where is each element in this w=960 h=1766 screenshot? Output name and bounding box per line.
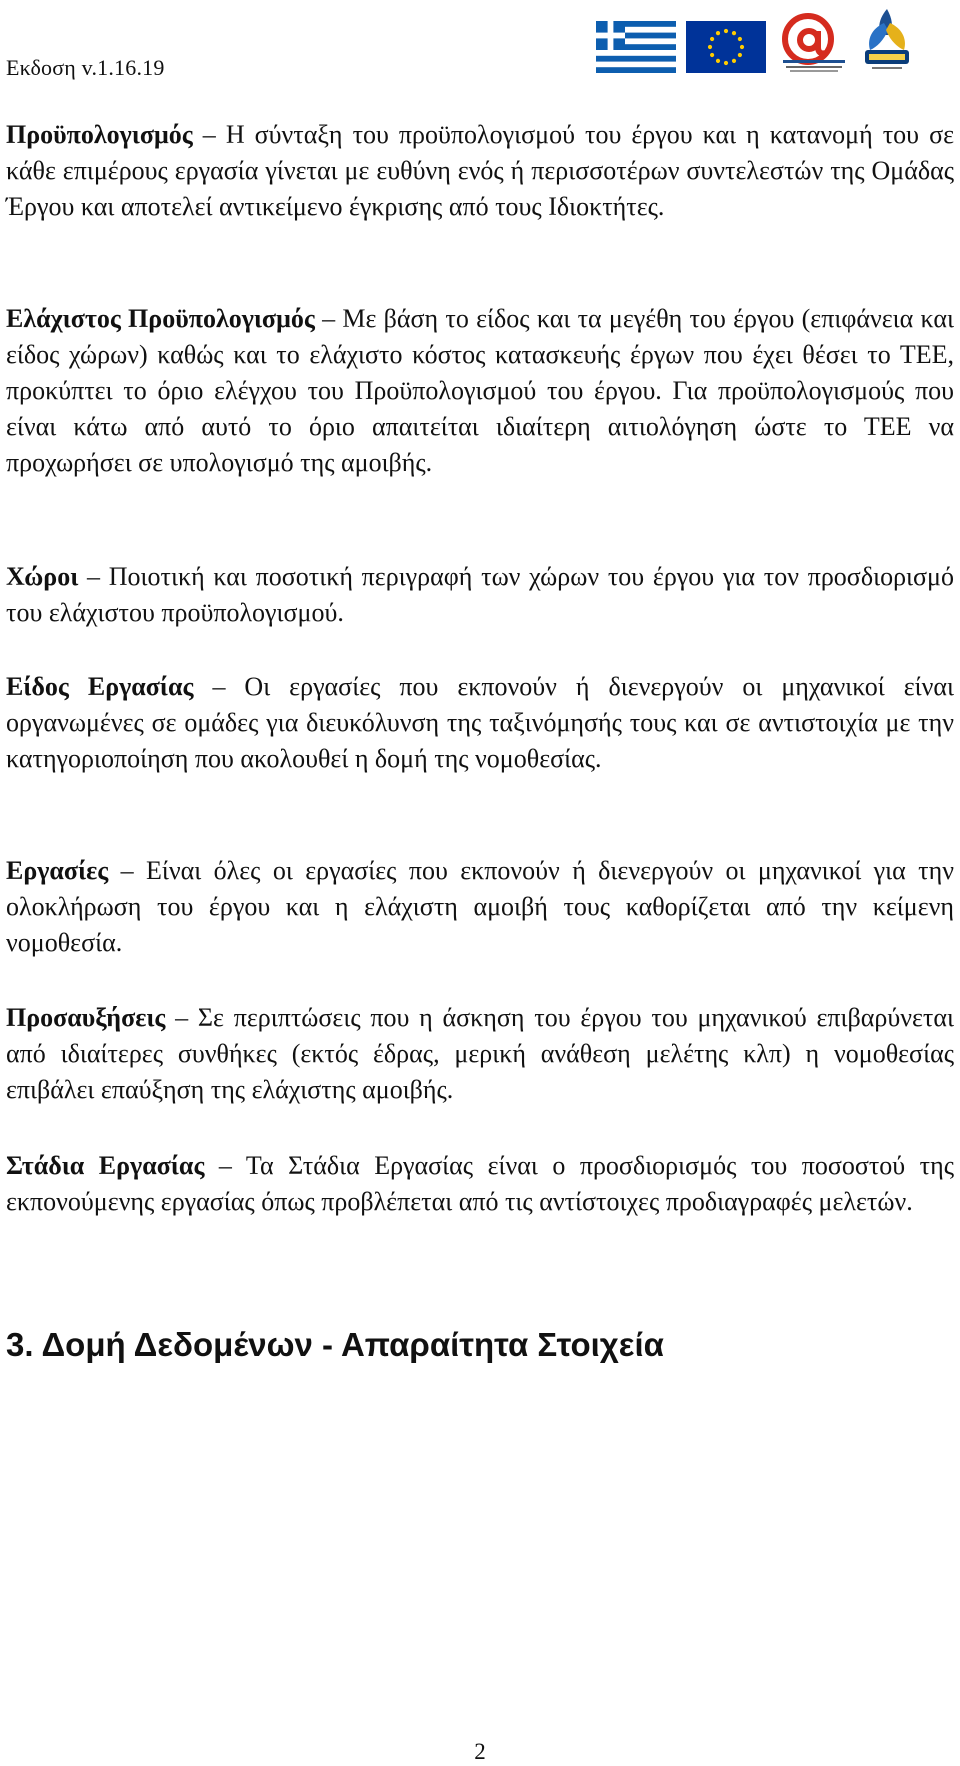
definition-surcharges: – Σε περιπτώσεις που η άσκηση του έργου του μηχανικού επιβαρύνεται από ιδιαίτερες συνθήκες (εκτός έδρας, μερική ανάθεση μελέτης κλπ) η νομοθεσίας επιβάλει επαύξηση της ελάχιστης αμοιβής.	[6, 1003, 954, 1104]
definition-budget: – Η σύνταξη του προϋπολογισμού του έργου και η κατανομή του σε κάθε επιμέρους εργασία γίνεται με ευθύνη ενός ή περισσοτέρων συντελεστών της Ομάδας Έργου και αποτελεί αντικείμενο έγκρισης από τους Ιδιοκτήτες.	[6, 120, 954, 221]
paragraph-works	[6, 853, 954, 961]
paragraph-minimum-budget	[6, 301, 954, 481]
paragraph-spaces	[6, 559, 954, 631]
section-heading: 3. Δομή Δεδομένων - Απαραίτητα Στοιχεία	[6, 1326, 664, 1363]
term-surcharges: Προσαυξήσεις	[6, 1003, 166, 1032]
greek-flag-icon	[596, 21, 676, 73]
term-spaces: Χώροι	[6, 562, 79, 591]
term-minimum-budget: Ελάχιστος Προϋπολογισμός	[6, 304, 315, 333]
term-work-stages: Στάδια Εργασίας	[6, 1151, 205, 1180]
definition-works: – Είναι όλες οι εργασίες που εκπονούν ή διενεργούν οι μηχανικοί για την ολοκλήρωση του έργου και η ελάχιστη αμοιβή τους καθορίζεται από την κείμενη νομοθεσία.	[6, 856, 954, 957]
hellas-2008-logo-icon	[860, 5, 914, 75]
term-work-type: Είδος Εργασίας	[6, 672, 194, 701]
term-budget: Προϋπολογισμός	[6, 120, 193, 149]
paragraph-surcharges	[6, 1000, 954, 1108]
paragraph-work-stages	[6, 1148, 954, 1220]
definition-spaces: – Ποιοτική και ποσοτική περιγραφή των χώρων του έργου για τον προσδιορισμό του ελάχιστου προϋπολογισμού.	[6, 562, 954, 627]
page-number: 2	[474, 1739, 486, 1764]
version-label: Εκδοση v.1.16.19	[6, 55, 165, 80]
eu-flag-icon	[686, 21, 766, 73]
definition-work-stages: – Τα Στάδια Εργασίας είναι ο προσδιορισμός του ποσοστού της εκπονούμενης εργασίας όπως προβλέπεται από τις αντίστοιχες προδιαγραφές μελετών.	[6, 1151, 954, 1216]
definition-work-type: – Οι εργασίες που εκπονούν ή διενεργούν οι μηχανικοί είναι οργανωμένες σε ομάδες για διευκόλυνση της ταξινόμησής τους και σε αντιστοιχία με την κατηγοριοποίηση που ακολουθεί η δομή της νομοθεσίας.	[6, 672, 954, 773]
paragraph-work-type	[6, 669, 954, 777]
sponsor-logos	[596, 5, 914, 77]
definition-minimum-budget: – Με βάση το είδος και τα μεγέθη του έργου (επιφάνεια και είδος χώρων) καθώς και το ελάχιστο κόστος κατασκευής έργων που έχει θέσει το ΤΕΕ, προκύπτει το όριο ελέγχου του Προϋπολογισμού του έργου. Για προϋπολογισμούς που είναι κάτω από αυτό το όριο απαιτείται ιδιαίτερη αιτιολόγηση ώστε το ΤΕΕ να προχωρήσει σε υπολογισμό της αμοιβής.	[6, 304, 955, 477]
paragraph-budget	[6, 117, 954, 225]
term-works: Εργασίες	[6, 856, 109, 885]
information-society-at-icon	[778, 13, 850, 75]
